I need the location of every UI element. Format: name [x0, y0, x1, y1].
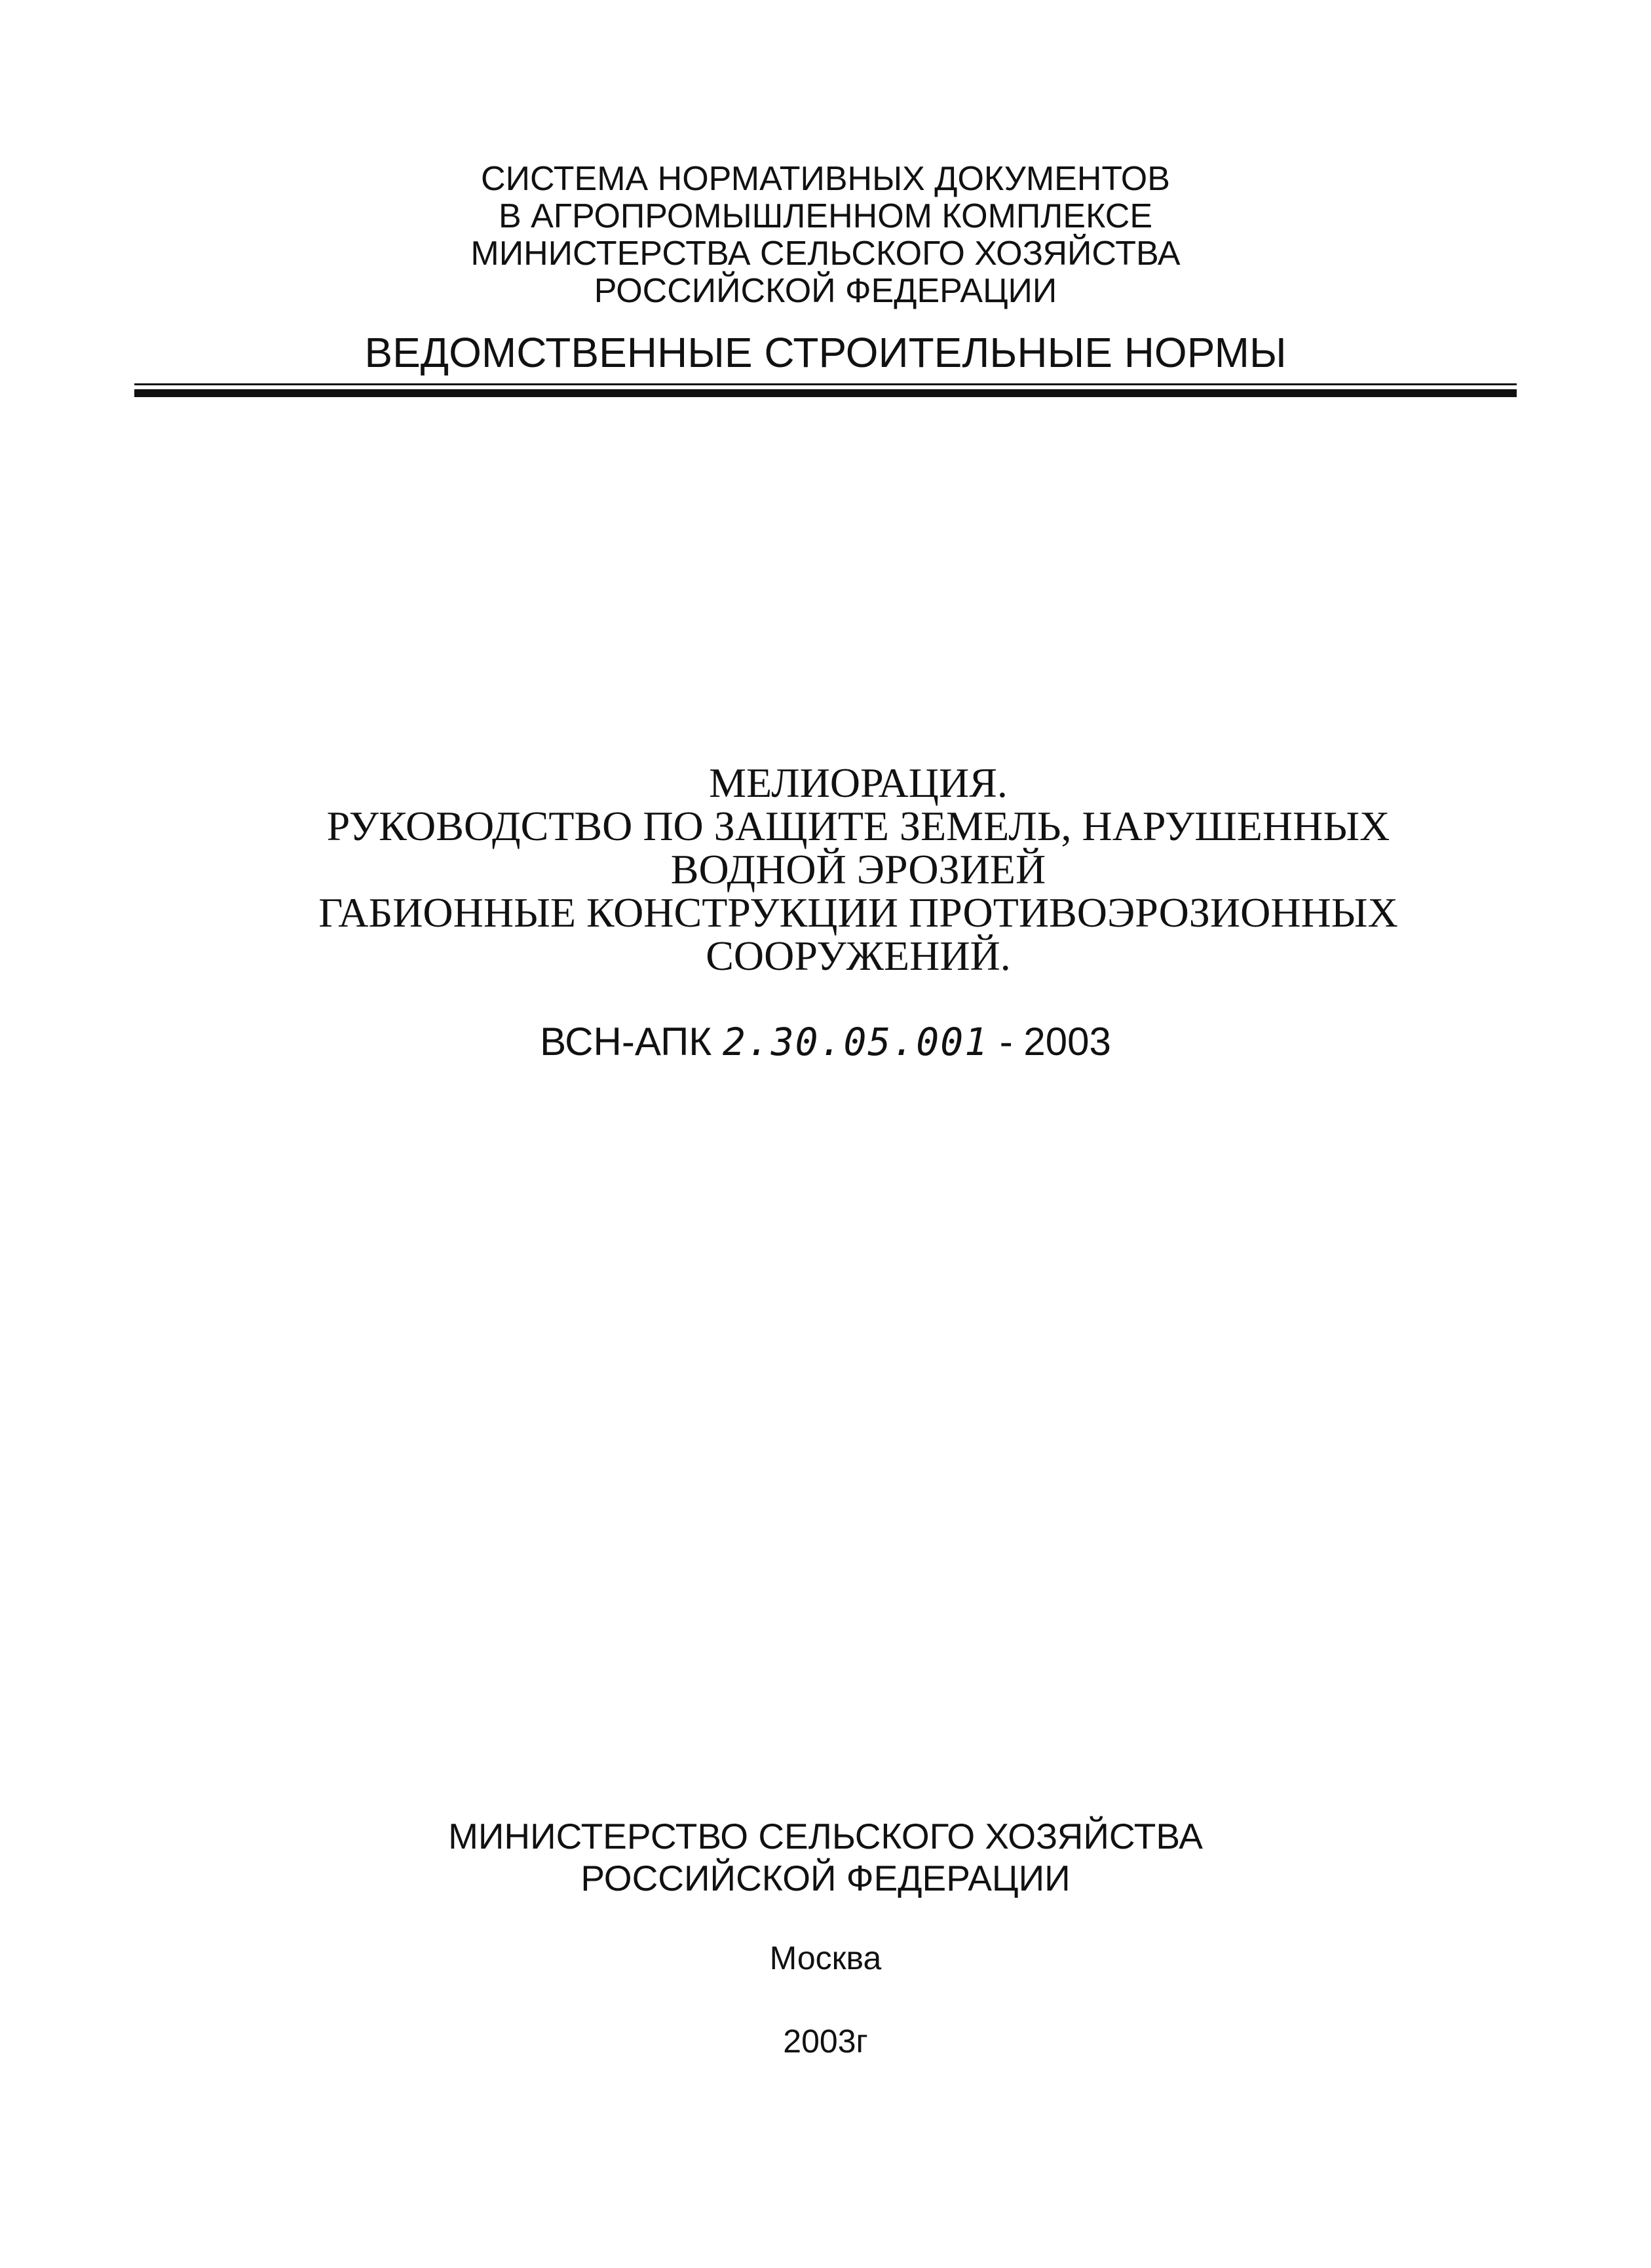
issuing-system-header [0, 161, 1651, 310]
code-prefix: ВСН-АПК [540, 1020, 712, 1064]
publisher-block [0, 1815, 1651, 1899]
publisher-line-2: РОССИЙСКОЙ ФЕДЕРАЦИИ [580, 1858, 1071, 1898]
document-category: ВЕДОМСТВЕННЫЕ СТРОИТЕЛЬНЫЕ НОРМЫ [364, 329, 1287, 376]
title-line-3: ВОДНОЙ ЭРОЗИЕЙ [670, 846, 1046, 893]
header-divider-thick [134, 389, 1517, 397]
document-title [295, 761, 1422, 978]
title-line-2: РУКОВОДСТВО ПО ЗАЩИТЕ ЗЕМЕЛЬ, НАРУШЕННЫХ [326, 803, 1390, 849]
publisher-line-1: МИНИСТЕРСТВО СЕЛЬСКОГО ХОЗЯЙСТВА [448, 1816, 1203, 1856]
title-line-5: СООРУЖЕНИЙ. [706, 932, 1011, 979]
code-suffix: - 2003 [999, 1020, 1111, 1064]
title-line-4: ГАБИОННЫЕ КОНСТРУКЦИИ ПРОТИВОЭРОЗИОННЫХ [318, 889, 1398, 936]
document-code [0, 1016, 1651, 1068]
header-line-2: В АГРОПРОМЫШЛЕННОМ КОМПЛЕКСЕ [498, 197, 1153, 235]
code-number-handwritten: 2.30.05.001 [722, 1020, 989, 1064]
header-line-3: МИНИСТЕРСТВА СЕЛЬСКОГО ХОЗЯЙСТВА [470, 235, 1181, 273]
publication-city: Москва [769, 1940, 882, 1976]
publication-year: 2003г [783, 2023, 868, 2060]
header-line-4: РОССИЙСКОЙ ФЕДЕРАЦИИ [594, 272, 1057, 310]
header-divider-thin [134, 383, 1517, 385]
title-line-1: МЕЛИОРАЦИЯ. [709, 759, 1008, 806]
header-line-1: СИСТЕМА НОРМАТИВНЫХ ДОКУМЕНТОВ [481, 160, 1170, 198]
